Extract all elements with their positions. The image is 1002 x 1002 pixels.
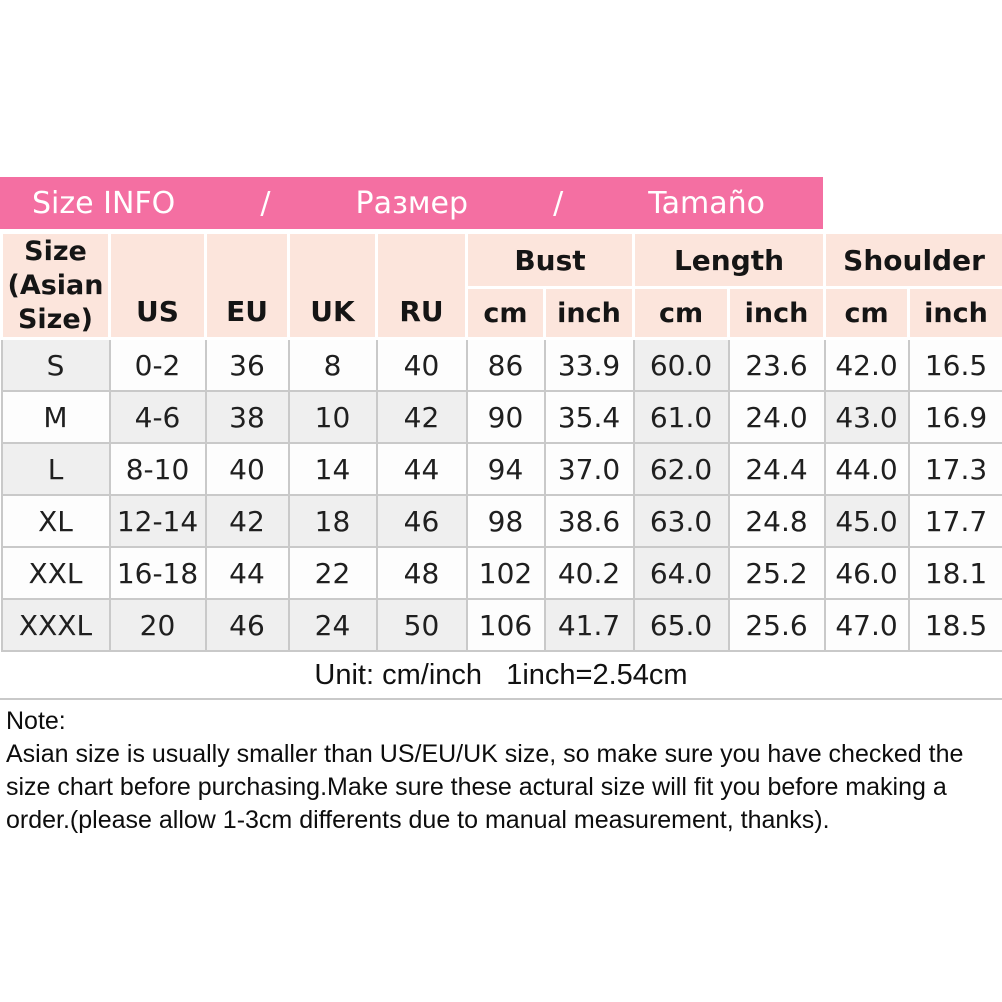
- table-cell: 12-14: [110, 495, 206, 547]
- table-cell: 8-10: [110, 443, 206, 495]
- banner: [0, 177, 823, 229]
- table-cell: 33.9: [545, 339, 634, 392]
- table-cell: 36: [206, 339, 289, 392]
- table-cell: 17.3: [909, 443, 1002, 495]
- banner-title-ru: Размер: [355, 185, 469, 221]
- banner-title-en: Size INFO: [32, 185, 176, 221]
- table-cell: 38.6: [545, 495, 634, 547]
- table-cell: 64.0: [634, 547, 729, 599]
- row-size-label: M: [2, 391, 110, 443]
- table-cell: 24.4: [729, 443, 825, 495]
- note-line: Asian size is usually smaller than US/EU/UK size, so make sure you have checked the: [6, 740, 964, 768]
- table-cell: 65.0: [634, 599, 729, 651]
- table-row: [2, 495, 1002, 547]
- table-cell: 46: [377, 495, 467, 547]
- table-cell: 0-2: [110, 339, 206, 392]
- row-size-label: XXXL: [2, 599, 110, 651]
- table-row: [2, 339, 1002, 392]
- table-cell: 40: [206, 443, 289, 495]
- col-header-length-inch: inch: [729, 288, 825, 339]
- row-size-label: XL: [2, 495, 110, 547]
- col-header-us: US: [110, 233, 206, 339]
- table-cell: 16.9: [909, 391, 1002, 443]
- table-row: [2, 443, 1002, 495]
- col-header-eu: EU: [206, 233, 289, 339]
- size-table: [0, 231, 1002, 652]
- table-cell: 94: [467, 443, 545, 495]
- table-row: [2, 547, 1002, 599]
- row-size-label: XXL: [2, 547, 110, 599]
- table-cell: 46: [206, 599, 289, 651]
- col-header-uk: UK: [289, 233, 377, 339]
- banner-separator-icon: /: [553, 185, 564, 221]
- col-group-shoulder: Shoulder: [825, 233, 1002, 288]
- table-cell: 42: [206, 495, 289, 547]
- col-group-length: Length: [634, 233, 825, 288]
- table-cell: 102: [467, 547, 545, 599]
- table-cell: 4-6: [110, 391, 206, 443]
- table-cell: 90: [467, 391, 545, 443]
- table-cell: 86: [467, 339, 545, 392]
- table-cell: 44: [206, 547, 289, 599]
- table-cell: 14: [289, 443, 377, 495]
- table-cell: 44: [377, 443, 467, 495]
- table-cell: 46.0: [825, 547, 909, 599]
- table-cell: 43.0: [825, 391, 909, 443]
- banner-separator-icon: /: [260, 185, 271, 221]
- table-cell: 16.5: [909, 339, 1002, 392]
- table-cell: 20: [110, 599, 206, 651]
- table-cell: 22: [289, 547, 377, 599]
- table-cell: 47.0: [825, 599, 909, 651]
- table-cell: 24.0: [729, 391, 825, 443]
- table-cell: 18.1: [909, 547, 1002, 599]
- table-cell: 40.2: [545, 547, 634, 599]
- table-cell: 25.2: [729, 547, 825, 599]
- table-cell: 37.0: [545, 443, 634, 495]
- table-cell: 17.7: [909, 495, 1002, 547]
- table-cell: 42.0: [825, 339, 909, 392]
- unit-note: Unit: cm/inch 1inch=2.54cm: [0, 652, 1002, 700]
- col-group-bust: Bust: [467, 233, 634, 288]
- col-header-bust-cm: cm: [467, 288, 545, 339]
- col-header-shoulder-inch: inch: [909, 288, 1002, 339]
- col-header-ru: RU: [377, 233, 467, 339]
- table-cell: 10: [289, 391, 377, 443]
- table-cell: 48: [377, 547, 467, 599]
- note-line: order.(please allow 1-3cm differents due to manual measurement, thanks).: [6, 806, 830, 834]
- table-cell: 18: [289, 495, 377, 547]
- row-size-label: L: [2, 443, 110, 495]
- col-header-size-asian: Size (Asian Size): [2, 233, 110, 339]
- col-header-length-cm: cm: [634, 288, 729, 339]
- table-cell: 40: [377, 339, 467, 392]
- table-cell: 106: [467, 599, 545, 651]
- banner-title-es: Tamaño: [648, 185, 765, 221]
- table-cell: 44.0: [825, 443, 909, 495]
- note-line: size chart before purchasing.Make sure these actural size will fit you before making a: [6, 773, 947, 801]
- note-title: Note:: [6, 707, 66, 735]
- table-cell: 38: [206, 391, 289, 443]
- table-cell: 98: [467, 495, 545, 547]
- table-cell: 45.0: [825, 495, 909, 547]
- table-cell: 42: [377, 391, 467, 443]
- table-row: [2, 391, 1002, 443]
- table-cell: 50: [377, 599, 467, 651]
- table-cell: 24: [289, 599, 377, 651]
- table-cell: 24.8: [729, 495, 825, 547]
- table-cell: 62.0: [634, 443, 729, 495]
- col-header-shoulder-cm: cm: [825, 288, 909, 339]
- table-cell: 8: [289, 339, 377, 392]
- table-cell: 60.0: [634, 339, 729, 392]
- table-row: [2, 599, 1002, 651]
- table-cell: 61.0: [634, 391, 729, 443]
- row-size-label: S: [2, 339, 110, 392]
- table-cell: 41.7: [545, 599, 634, 651]
- table-cell: 35.4: [545, 391, 634, 443]
- table-cell: 16-18: [110, 547, 206, 599]
- col-header-bust-inch: inch: [545, 288, 634, 339]
- note-section: [0, 700, 1002, 837]
- table-cell: 23.6: [729, 339, 825, 392]
- table-cell: 25.6: [729, 599, 825, 651]
- size-chart: [0, 177, 1002, 837]
- table-cell: 63.0: [634, 495, 729, 547]
- table-cell: 18.5: [909, 599, 1002, 651]
